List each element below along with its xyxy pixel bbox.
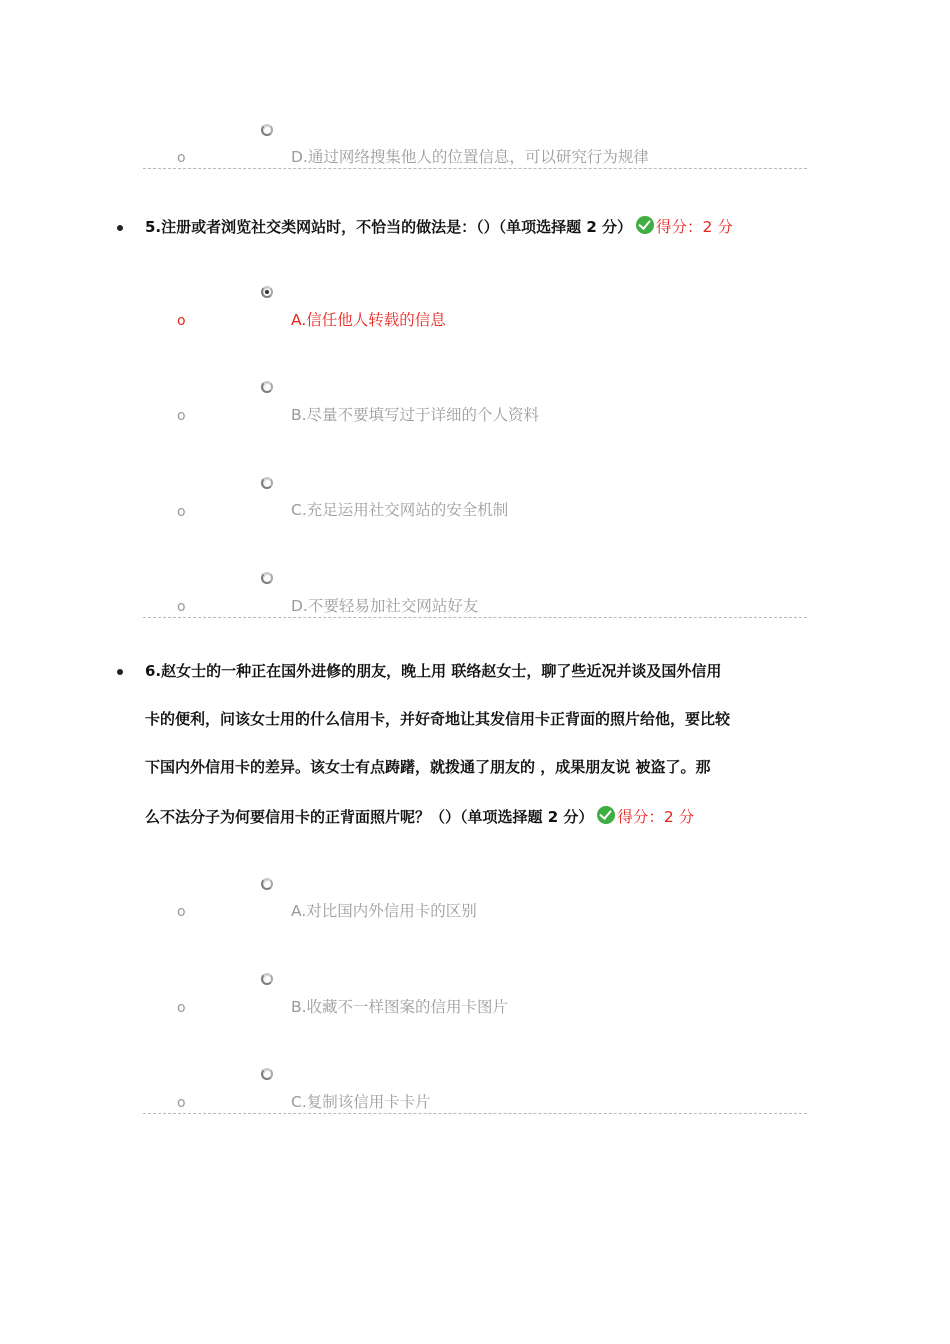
radio-button[interactable] xyxy=(261,973,273,985)
option-b-text: B.收藏不一样图案的信用卡图片 xyxy=(291,998,509,1016)
score-label: 得分：2 分 xyxy=(656,218,733,236)
divider xyxy=(143,1113,807,1114)
correct-check-icon xyxy=(597,806,615,824)
option-a-text: A.信任他人转载的信息 xyxy=(291,311,446,329)
radio-button[interactable] xyxy=(261,572,273,584)
question-6-line-last xyxy=(145,806,694,827)
list-bullet: o xyxy=(177,408,186,424)
radio-button[interactable] xyxy=(261,1068,273,1080)
option-d-text: D.通过网络搜集他人的位置信息，可以研究行为规律 xyxy=(291,148,649,166)
question-6-line: 6.赵女士的一种正在国外进修的朋友，晚上用 联络赵女士，聊了些近况并谈及国外信用 xyxy=(145,662,722,680)
question-5-title xyxy=(145,216,733,237)
question-6-line: 下国内外信用卡的差异。该女士有点踌躇，就拨通了朋友的 ，成果朋友说 被盗了。那 xyxy=(145,758,711,776)
list-bullet: o xyxy=(177,504,186,520)
list-bullet: o xyxy=(177,1095,186,1111)
question-bullet xyxy=(117,669,123,675)
divider xyxy=(143,617,807,618)
list-bullet: o xyxy=(177,904,186,920)
list-bullet: o xyxy=(177,1000,186,1016)
list-bullet: o xyxy=(177,599,186,615)
radio-button[interactable] xyxy=(261,477,273,489)
option-b-text: B.尽量不要填写过于详细的个人资料 xyxy=(291,406,540,424)
question-text: 么不法分子为何要信用卡的正背面照片呢？（）（单项选择题 2 分） xyxy=(145,808,594,826)
question-text: 5.注册或者浏览社交类网站时，不恰当的做法是：（）（单项选择题 2 分） xyxy=(145,218,633,236)
radio-button[interactable] xyxy=(261,878,273,890)
question-bullet xyxy=(117,225,123,231)
option-a-text: A.对比国内外信用卡的区别 xyxy=(291,902,477,920)
list-bullet: o xyxy=(177,313,186,329)
option-d-text: D.不要轻易加社交网站好友 xyxy=(291,597,479,615)
divider xyxy=(143,168,807,169)
option-c-text: C.充足运用社交网站的安全机制 xyxy=(291,501,509,519)
correct-check-icon xyxy=(636,216,654,234)
score-label: 得分：2 分 xyxy=(617,808,695,826)
radio-button[interactable] xyxy=(261,381,273,393)
list-bullet: o xyxy=(177,150,186,166)
radio-button-selected[interactable] xyxy=(261,286,273,298)
radio-button[interactable] xyxy=(261,124,273,136)
option-c-text: C.复制该信用卡卡片 xyxy=(291,1093,431,1111)
question-6-line: 卡的便利，问该女士用的什么信用卡，并好奇地让其发信用卡正背面的照片给他，要比较 xyxy=(145,710,731,728)
